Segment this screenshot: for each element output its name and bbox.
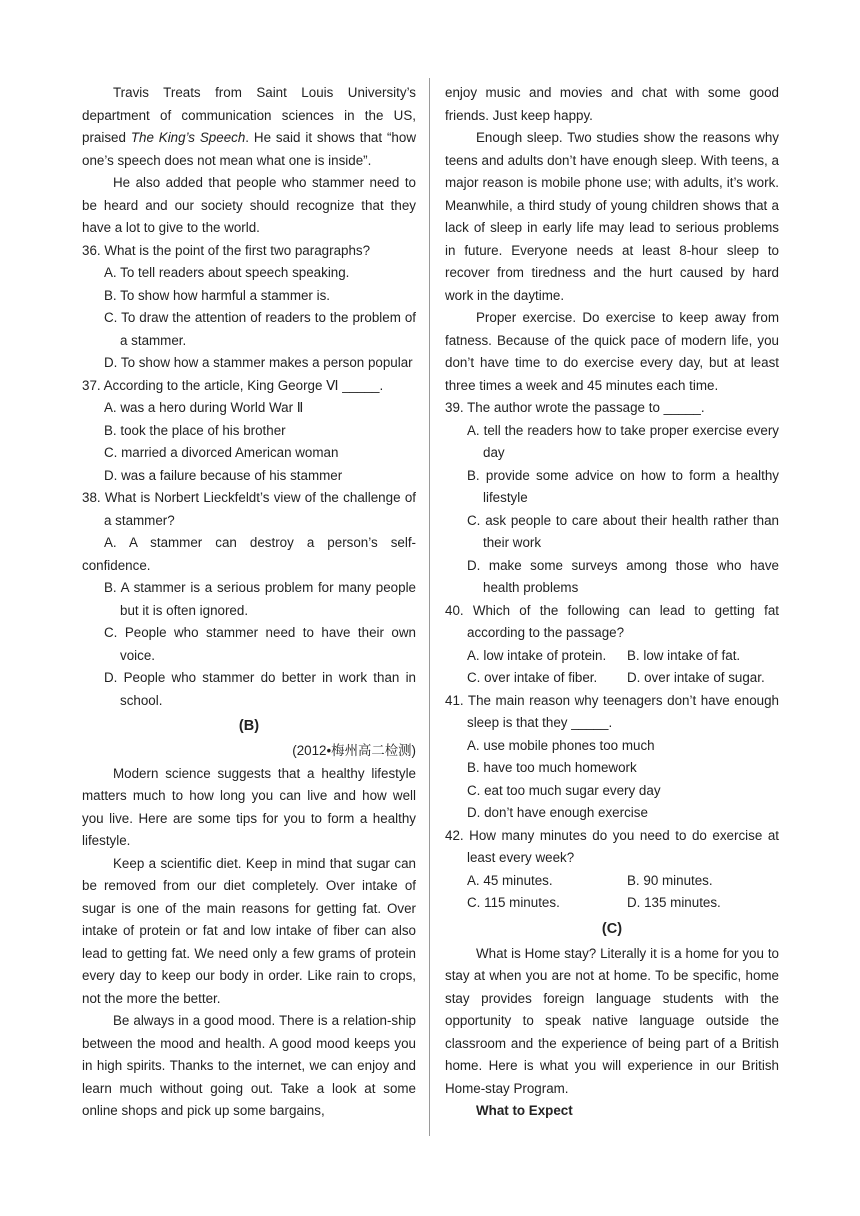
- q40-option-c: C. over intake of fiber.: [467, 670, 598, 685]
- q38-option-c: C. People who stammer need to have their own voice.: [104, 625, 416, 663]
- q40-option-b: B. low intake of fat.: [627, 647, 741, 663]
- paragraph-text: . He said it shows that “how one’s speech does not mean what one is inside”.: [82, 130, 416, 168]
- film-title: The King’s Speech: [130, 130, 246, 145]
- question-41: 41. The main reason why teenagers don’t have enough sleep is that they _____.: [445, 692, 779, 730]
- q39-option-d: D. make some surveys among those who have health problems: [467, 557, 779, 595]
- q38-option-d: D. People who stammer do better in work than in school.: [104, 670, 416, 708]
- passage-b-paragraph-4: Enough sleep. Two studies show the reasons why teens and adults don’t have enough sleep. With teens, a major reason is mobile phone use; with adults, it’s work. Meanwhile, a third study of young children shows that a lack of sleep in early life may lead to serious problems in future. Everyone needs at least 8-hour sleep to recover from tiredness and the hurt caused by hard work in the daytime.: [445, 130, 779, 303]
- passage-b-paragraph-3-continued: enjoy music and movies and chat with some good friends. Just keep happy.: [445, 85, 779, 123]
- q41-option-d: D. don’t have enough exercise: [467, 805, 648, 820]
- q40-option-a: A. low intake of protein.: [467, 647, 607, 663]
- q42-options-row-1: [445, 870, 779, 893]
- question-42: 42. How many minutes do you need to do exercise at least every week?: [445, 827, 779, 865]
- q40-options-row-1: [445, 645, 779, 668]
- q42-option-d: D. 135 minutes.: [627, 895, 721, 910]
- section-b-source: (2012•梅州高二检测): [292, 743, 416, 758]
- q39-option-c: C. ask people to care about their health rather than their work: [467, 512, 779, 550]
- q42-options-row-2: [445, 892, 779, 915]
- q40-options-row-2: [445, 667, 779, 690]
- q40-option-d: D. over intake of sugar.: [627, 670, 765, 685]
- q41-option-c: C. eat too much sugar every day: [467, 782, 661, 798]
- question-36: 36. What is the point of the first two paragraphs?: [82, 242, 371, 258]
- q41-option-a: A. use mobile phones too much: [467, 737, 655, 753]
- section-b-heading: (B): [238, 718, 260, 734]
- q42-option-c: C. 115 minutes.: [467, 895, 560, 910]
- right-column: [445, 82, 779, 1123]
- q37-option-a: A. was a hero during World War Ⅱ: [104, 400, 304, 415]
- q42-option-b: B. 90 minutes.: [627, 872, 713, 888]
- q37-option-c: C. married a divorced American woman: [104, 445, 339, 460]
- passage-a-paragraph-2: He also added that people who stammer need to be heard and our society should recognize that they have a lot to give to the world.: [82, 175, 416, 235]
- q41-option-b: B. have too much homework: [467, 760, 637, 775]
- paragraph-text: Travis Treats from Saint Louis University’s department of communication sciences in the US, praised: [82, 85, 416, 145]
- passage-b-paragraph-5: Proper exercise. Do exercise to keep away from fatness. Because of the quick pace of modern life, you don’t have time to do exercise every day, but at least three times a week and 45 minutes each time.: [445, 310, 779, 393]
- q39-option-b: B. provide some advice on how to form a healthy lifestyle: [467, 467, 779, 505]
- q38-option-a: A. A stammer can destroy a person’s self-confidence.: [82, 535, 416, 573]
- column-divider: [429, 78, 430, 1136]
- question-38: 38. What is Norbert Lieckfeldt’s view of the challenge of a stammer?: [82, 490, 416, 528]
- question-39: 39. The author wrote the passage to _____.: [445, 400, 705, 415]
- q36-option-c: C. To draw the attention of readers to the problem of a stammer.: [104, 310, 416, 348]
- section-c-heading: (C): [601, 920, 623, 937]
- passage-b-paragraph-3: Be always in a good mood. There is a relation-ship between the mood and health. A good mood keeps you in high spirits. Thanks to the internet, we can enjoy and learn much without going out. Take a look at some online shops and pick up some bargains,: [82, 1013, 416, 1118]
- q42-option-a: A. 45 minutes.: [467, 872, 553, 888]
- left-column: [82, 82, 416, 1123]
- question-40: 40. Which of the following can lead to getting fat according to the passage?: [445, 602, 779, 640]
- q36-option-b: B. To show how harmful a stammer is.: [104, 287, 330, 303]
- passage-a-paragraph-1: [82, 82, 416, 172]
- passage-b-paragraph-2: Keep a scientific diet. Keep in mind that sugar can be removed from our diet completely. Over intake of sugar is one of the main reasons for getting fat. Over intake of protein or fat and low intake of fiber can also lead to getting fat. We need only a few grams of protein every day to keep our body in order. Like rain to crops, not the more the better.: [82, 855, 416, 1006]
- question-37: 37. According to the article, King George Ⅵ _____.: [82, 377, 384, 393]
- q36-option-a: A. To tell readers about speech speaking.: [104, 265, 350, 280]
- passage-c-subheading: What to Expect: [476, 1103, 573, 1118]
- passage-b-paragraph-1: Modern science suggests that a healthy lifestyle matters much to how long you can live and how well you live. Here are some tips for you to form a healthy lifestyle.: [82, 765, 416, 848]
- q37-option-d: D. was a failure because of his stammer: [104, 467, 343, 483]
- q38-option-b: B. A stammer is a serious problem for many people but it is often ignored.: [104, 580, 416, 618]
- passage-c-paragraph-1: What is Home stay? Literally it is a home for you to stay at when you are not at home. To be specific, home stay provides foreign language students with the opportunity to speak native language outside the classroom and the experience of being part of a British home. Here is what you will experience in our British Home-stay Program.: [445, 945, 779, 1096]
- q36-option-d: D. To show how a stammer makes a person popular: [104, 355, 413, 370]
- q39-option-a: A. tell the readers how to take proper exercise every day: [467, 422, 779, 460]
- q37-option-b: B. took the place of his brother: [104, 422, 286, 438]
